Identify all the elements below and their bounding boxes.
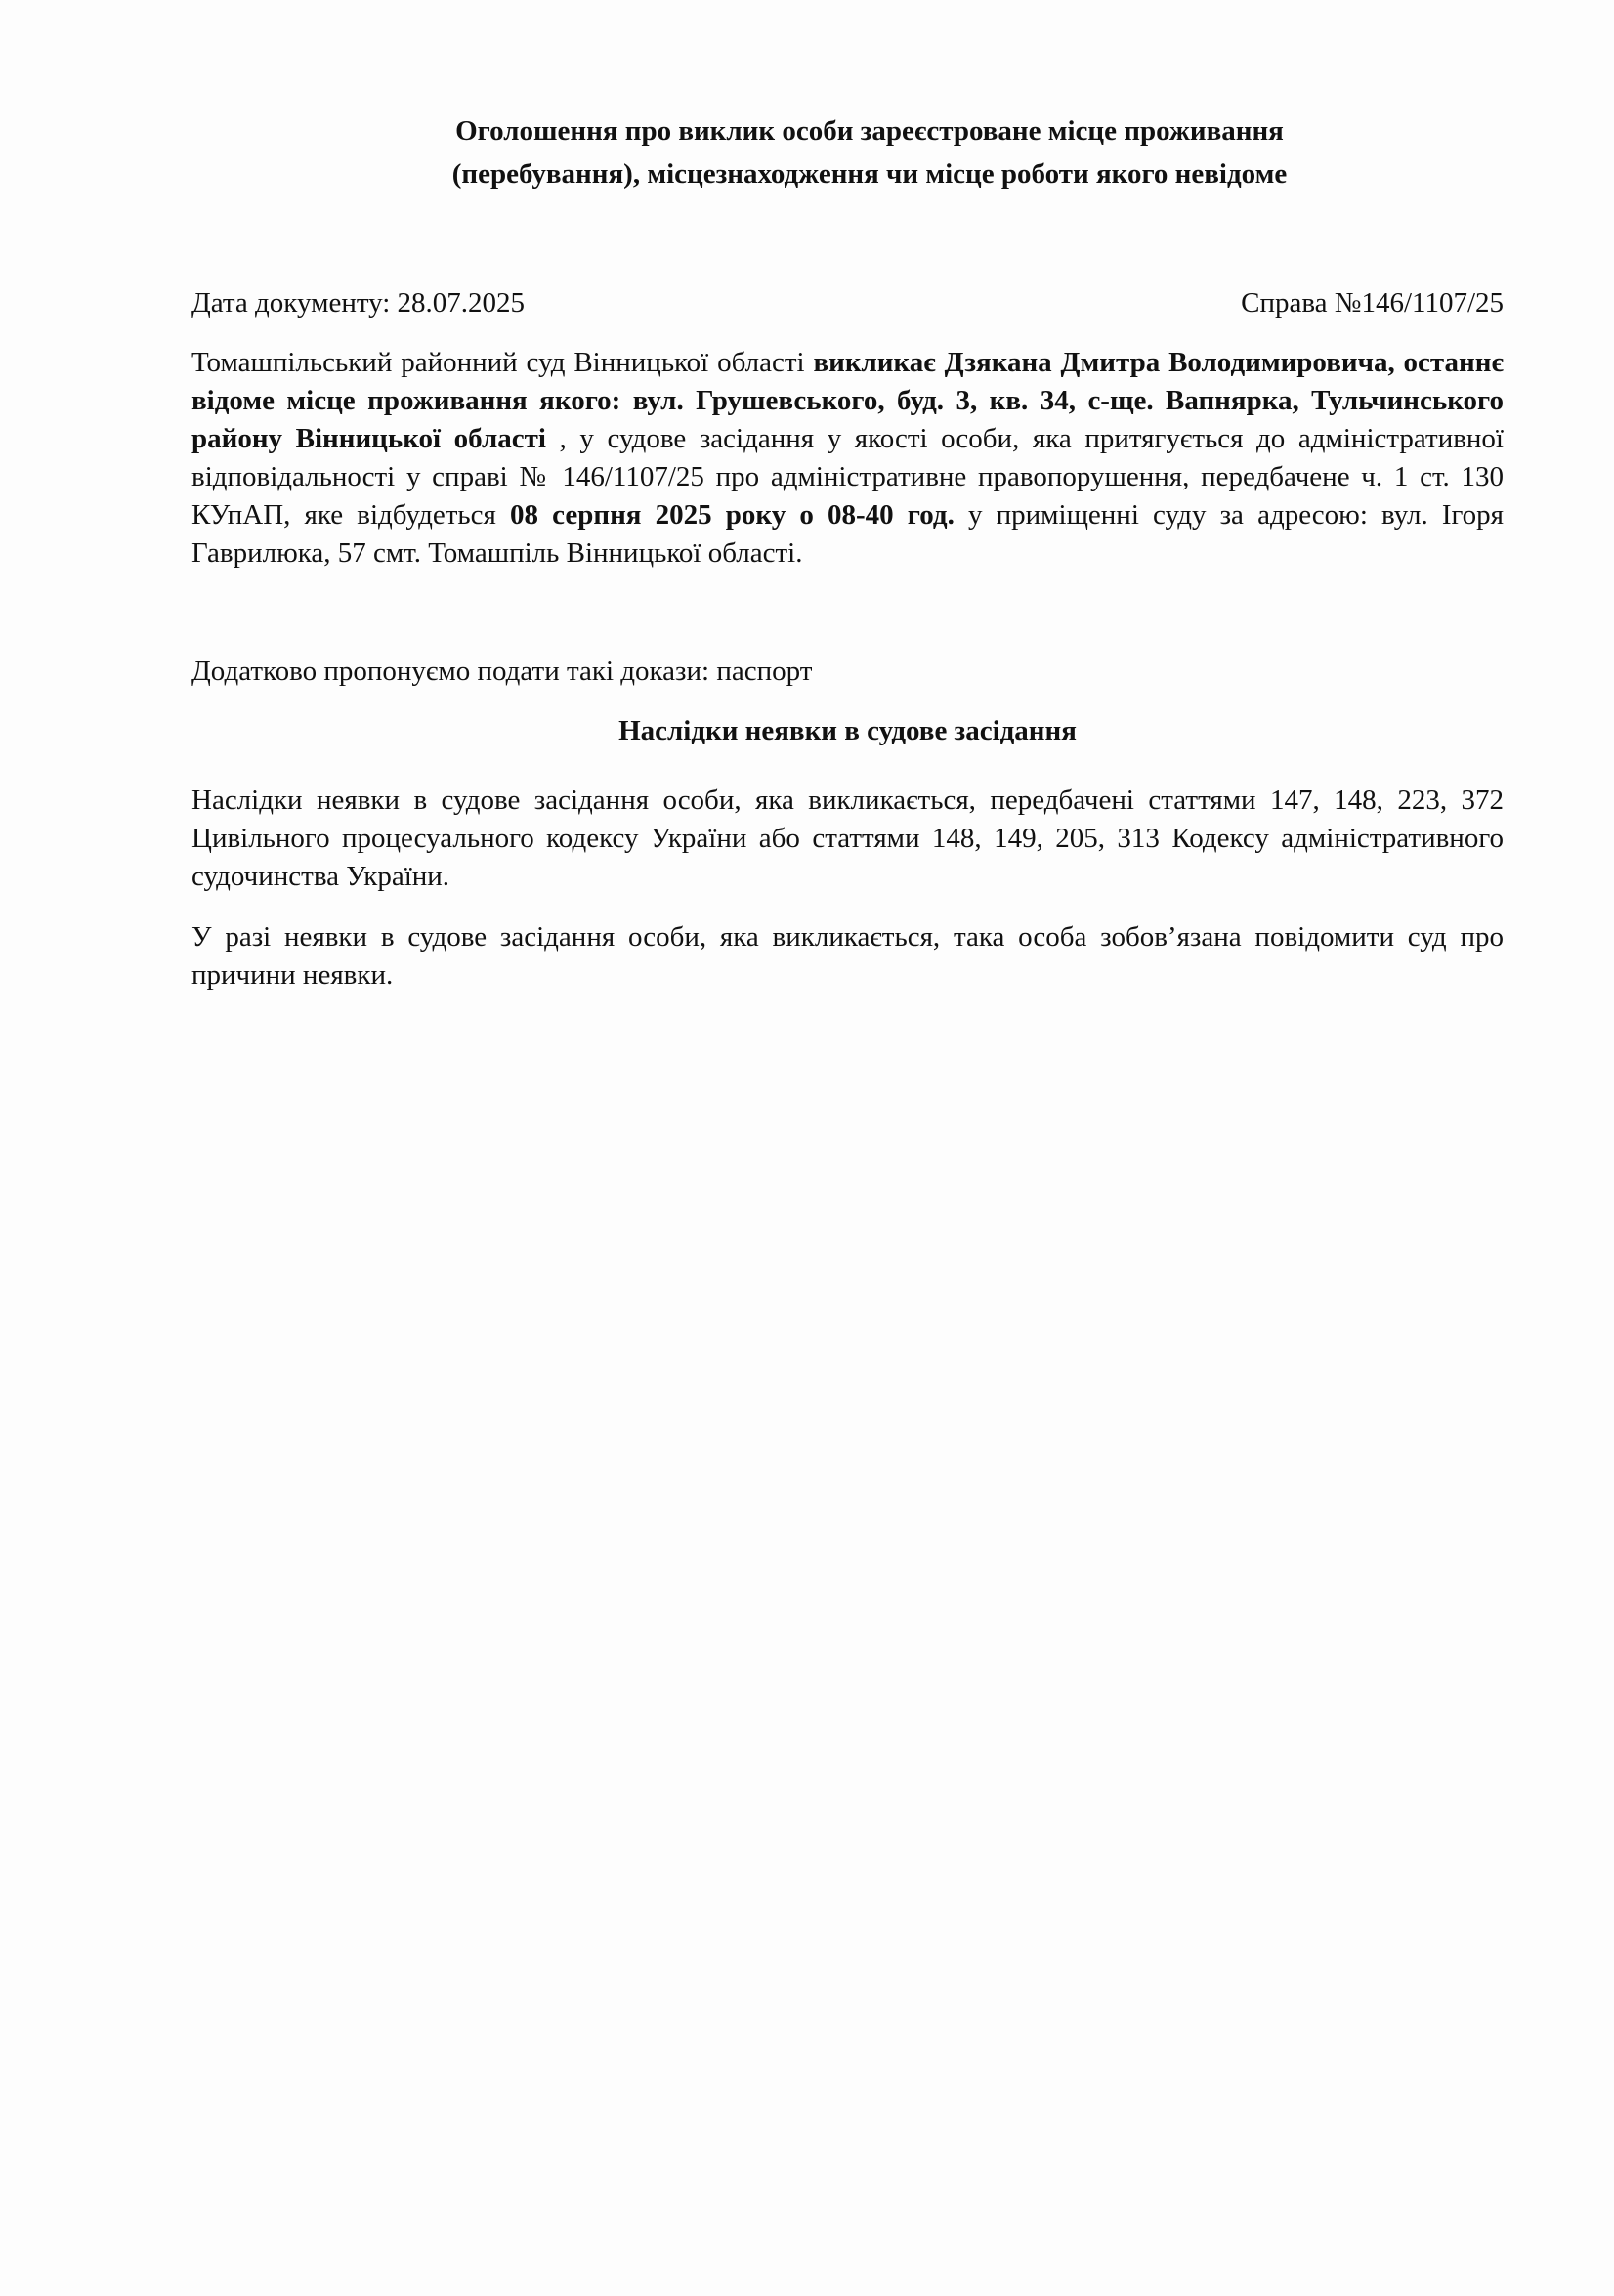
summoned-person: викликає Дзякана Дмитра Володимировича, останнє відоме місце проживання якого: вул. Грушевського, буд. 3, кв. 34, с-ще. Вапнярка, Тульчинського району Вінницької області [191,347,1504,454]
court-address: у приміщенні суду за адресою: вул. Ігоря Гаврилюка, 57 смт. Томашпіль Вінницької області. [191,499,1505,569]
case-number: Справа №146/1107/25 [1241,287,1504,319]
duty-paragraph: У разі неявки в судове засідання особи, яка викликається, така особа зобов’язана повідомити суд про причини неявки. [191,921,1504,991]
consequences-paragraph: Наслідки неявки в судове засідання особи, яка викликається, передбачені статтями 147, 148, 223, 372 Цивільного процесуального кодексу України або статтями 148, 149, 205, 313 Кодексу адміністративного судочинства України. [191,785,1504,892]
title-line-2: (перебування), місцезнаходження чи місце роботи якого невідоме [451,158,1288,190]
summons-paragraph [191,344,1504,573]
document-title [293,109,1446,195]
document-date: Дата документу: 28.07.2025 [191,287,526,319]
title-line-1: Оголошення про виклик особи зареєстроване місце проживання [455,115,1284,147]
consequences-heading: Наслідки неявки в судове засідання [618,715,1077,746]
court-name: Томашпільський районний суд Вінницької області [191,347,814,378]
hearing-datetime: 08 серпня 2025 року о 08-40 год. [510,499,955,531]
evidence-paragraph: Додатково пропонуємо подати такі докази: паспорт [191,656,813,687]
summons-details: , у судове засідання у якості особи, яка притягується до адміністративної відповідальності у справі № 146/1107/25 про адміністративне правопорушення, передбачене ч. 1 ст. 130 КУпАП, яке відбудеться [191,423,1504,531]
